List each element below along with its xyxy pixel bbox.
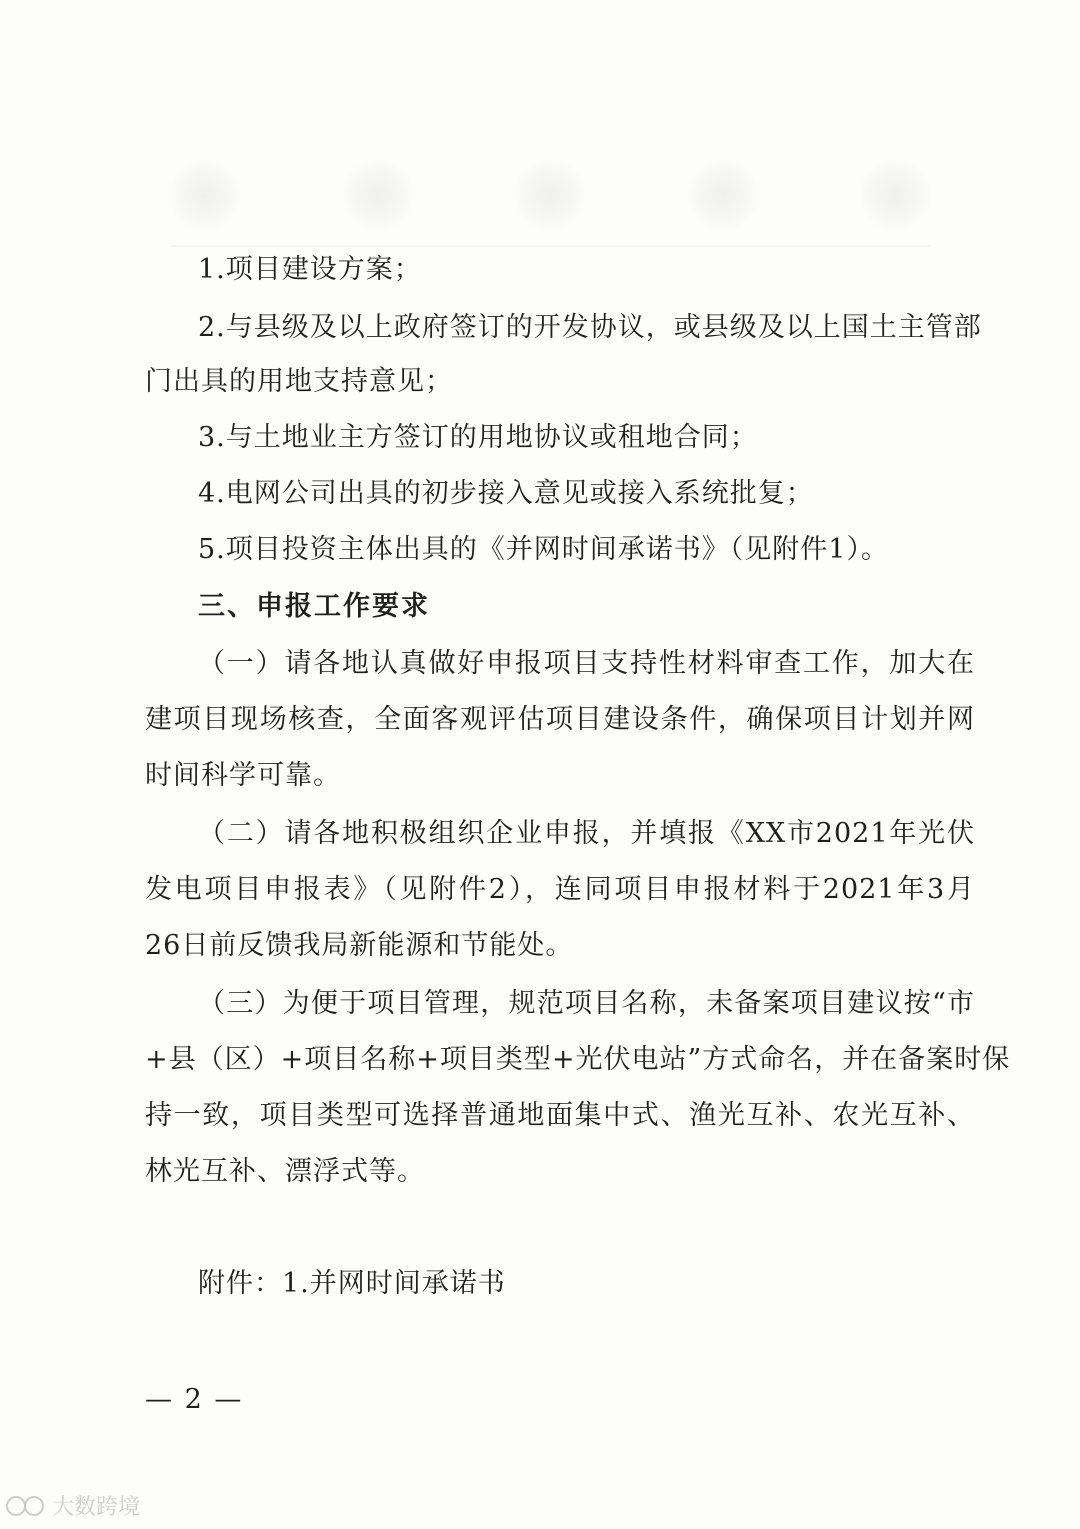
paragraph-1-line-1: （一）请各地认真做好申报项目支持性材料审查工作，加大在 — [198, 648, 975, 679]
paragraph-3-line-3: 持一致，项目类型可选择普通地面集中式、渔光互补、农光互补、 — [145, 1100, 975, 1131]
paragraph-2-line-2: 发电项目申报表》（见附件2），连同项目申报材料于2021年3月 — [145, 874, 975, 905]
paragraph-2-line-3: 26日前反馈我局新能源和节能处。 — [145, 930, 574, 961]
paragraph-1-line-2: 建项目现场核查，全面客观评估项目建设条件，确保项目计划并网 — [145, 704, 975, 735]
paragraph-2-line-1: （二）请各地积极组织企业申报，并填报《XX市2021年光伏 — [198, 818, 975, 849]
faded-header-bleedthrough — [170, 150, 930, 240]
section-heading: 三、申报工作要求 — [198, 591, 430, 622]
watermark — [4, 1490, 140, 1520]
paragraph-3-line-1: （三）为便于项目管理，规范项目名称，未备案项目建议按“市 — [198, 988, 975, 1019]
watermark-text: 大数跨境 — [52, 1494, 141, 1520]
list-item-2-line-2: 门出具的用地支持意见； — [145, 366, 453, 397]
list-item-1: 1.项目建设方案； — [198, 254, 422, 285]
list-item-3: 3.与土地业主方签订的用地协议或租地合同； — [198, 422, 758, 453]
list-item-2-line-1: 2.与县级及以上政府签订的开发协议，或县级及以上国土主管部 — [198, 312, 982, 343]
double-circle-logo-icon — [4, 1492, 50, 1518]
page-number: — 2 — — [145, 1384, 244, 1415]
attachment-line: 附件：1.并网时间承诺书 — [198, 1268, 506, 1299]
paragraph-1-line-3: 时间科学可靠。 — [145, 760, 341, 791]
paragraph-3-line-2: +县（区）+项目名称+项目类型+光伏电站”方式命名，并在备案时保 — [145, 1044, 1011, 1075]
list-item-4: 4.电网公司出具的初步接入意见或接入系统批复； — [198, 478, 814, 509]
paragraph-3-line-4: 林光互补、漂浮式等。 — [145, 1156, 425, 1187]
list-item-5: 5.项目投资主体出具的《并网时间承诺书》（见附件1）。 — [198, 534, 889, 565]
